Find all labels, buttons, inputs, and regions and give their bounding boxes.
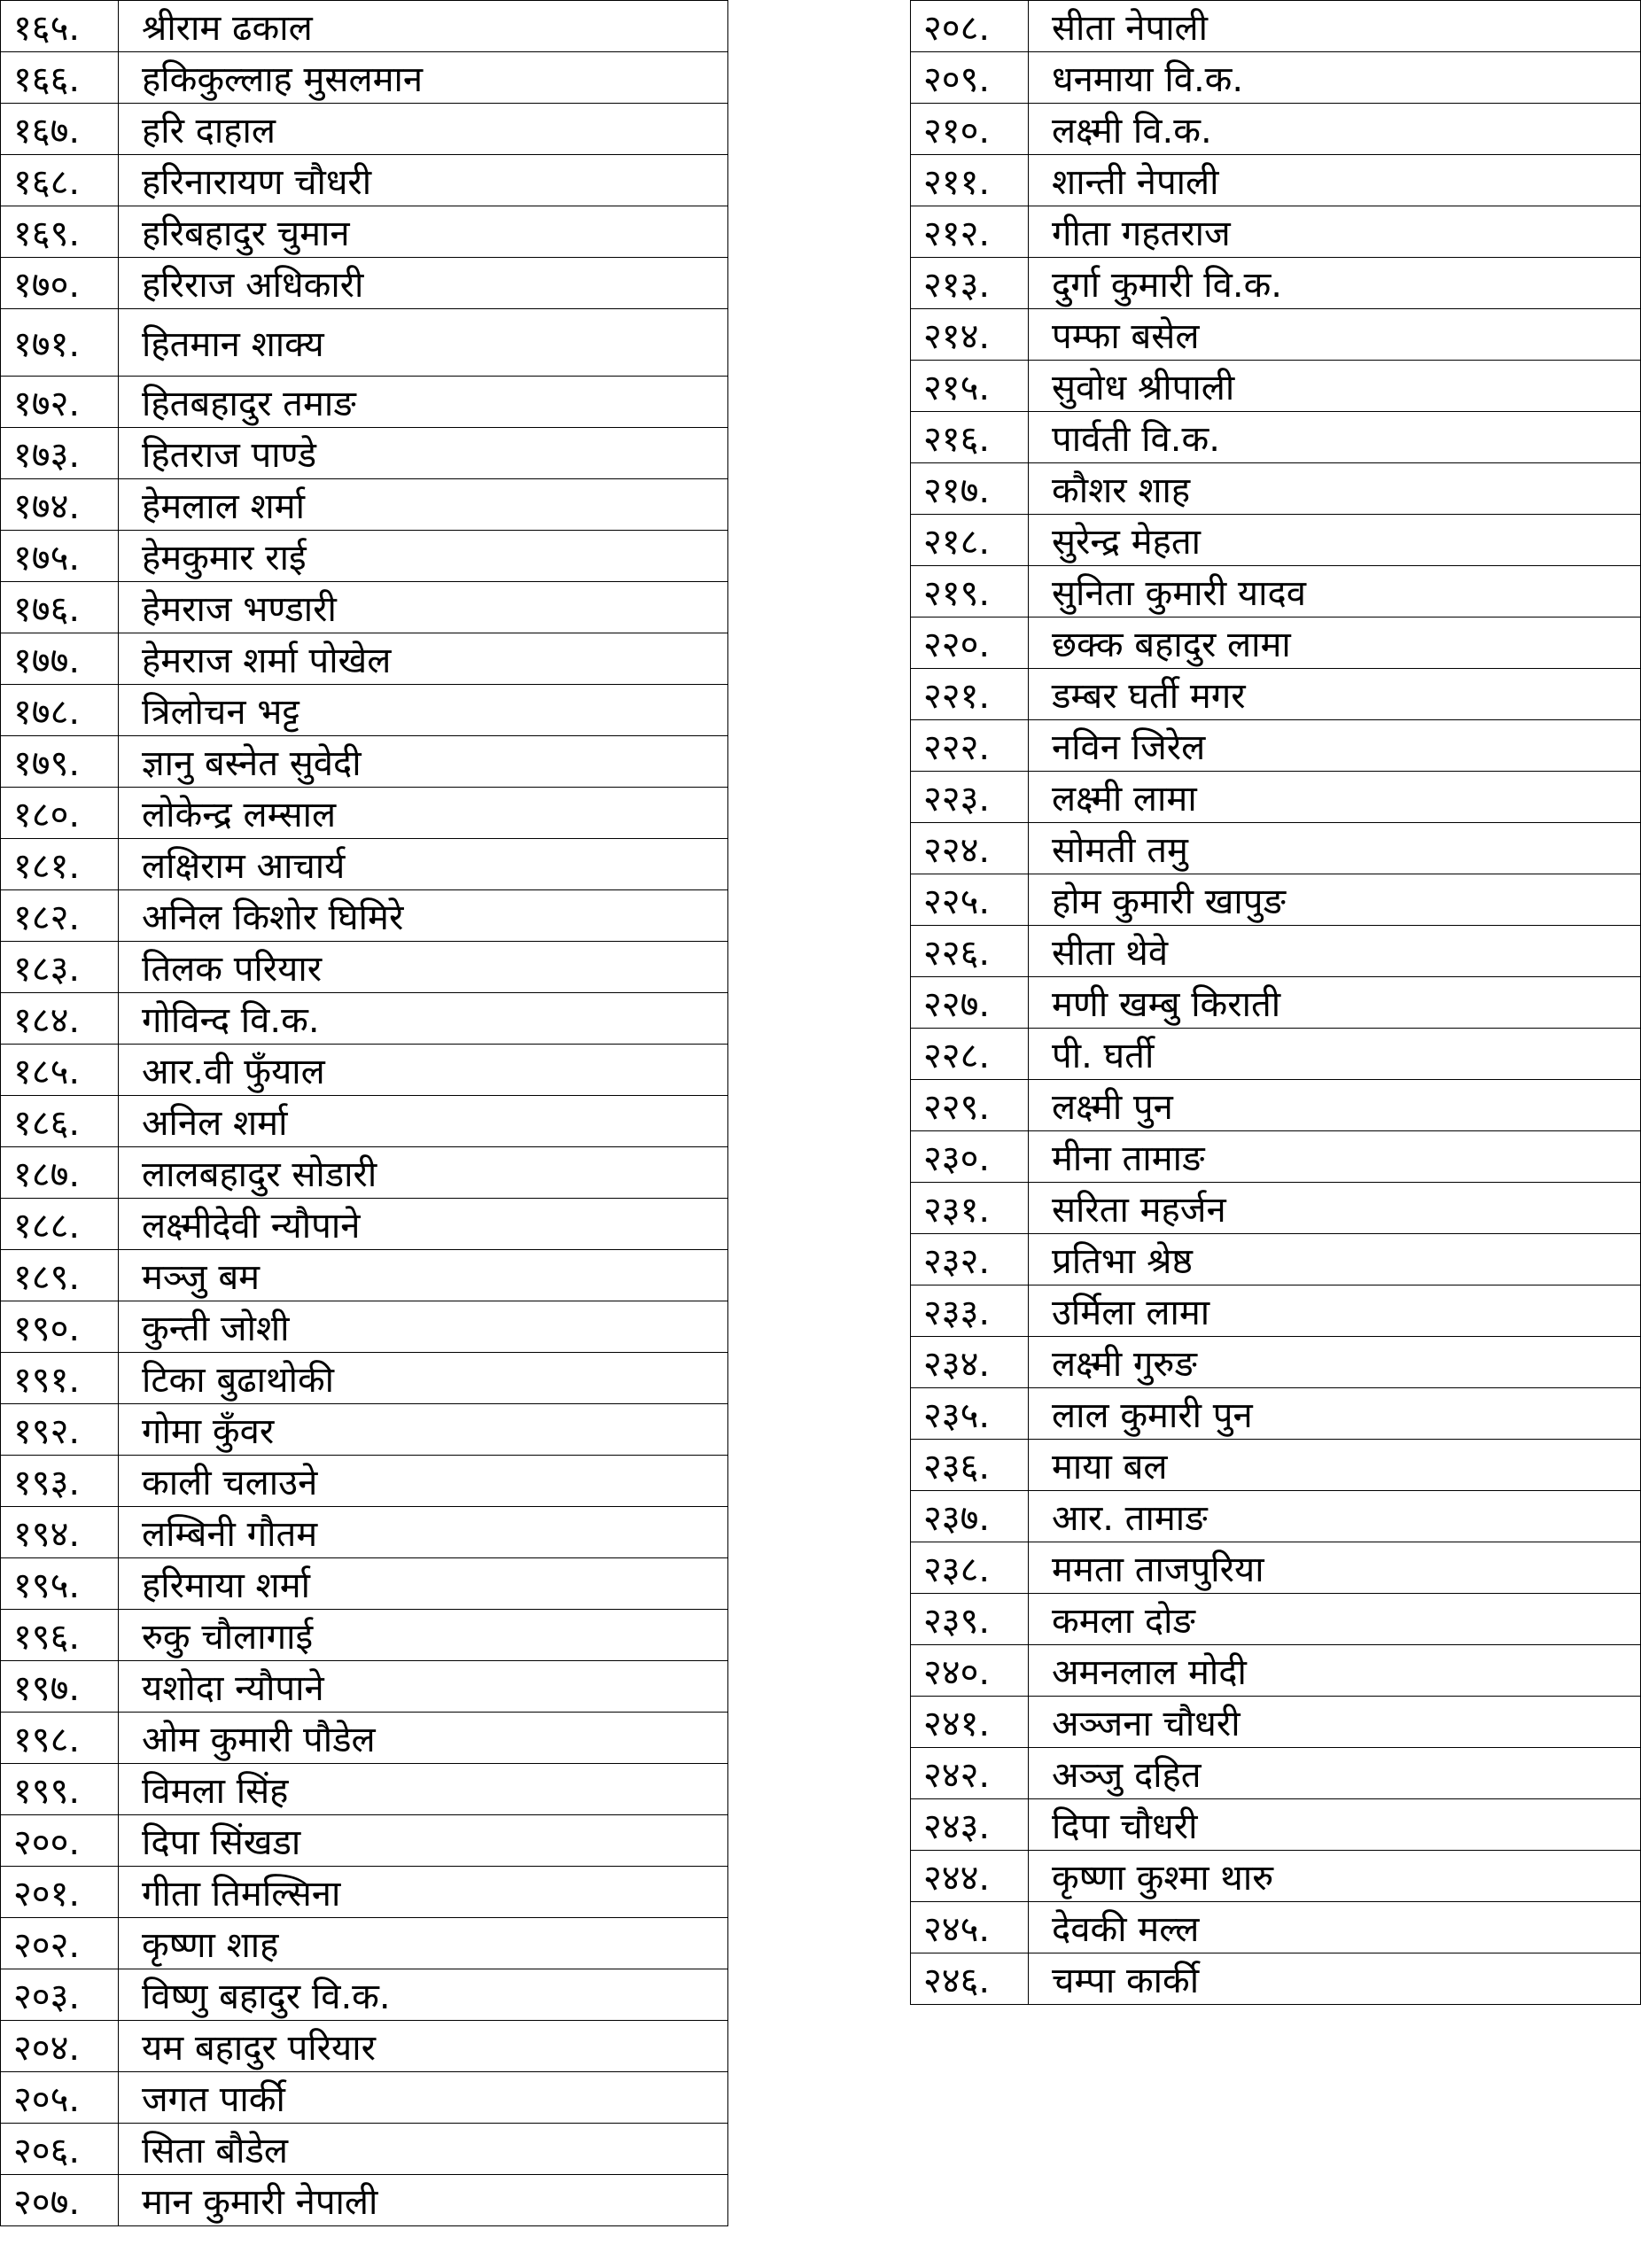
person-name: गीता गहतराज [1029,206,1641,258]
serial-number: २४१. [911,1697,1029,1748]
person-name: काली चलाउने [119,1456,728,1507]
table-row [1,1199,728,1250]
table-row [911,617,1641,669]
person-name: दुर्गा कुमारी वि.क. [1029,258,1641,309]
person-name: होम कुमारी खापुङ [1029,874,1641,926]
table-row [911,155,1641,206]
table-row [1,377,728,428]
person-name: कृष्णा शाह [119,1918,728,1969]
table-row [911,412,1641,463]
person-name: ममता ताजपुरिया [1029,1542,1641,1594]
person-name: गोविन्द वि.क. [119,993,728,1045]
person-name: विमला सिंह [119,1764,728,1815]
person-name: कमला दोङ [1029,1594,1641,1645]
serial-number: १८४. [1,993,119,1045]
serial-number: १७७. [1,633,119,685]
serial-number: १९३. [1,1456,119,1507]
table-row [1,1558,728,1610]
person-name: कृष्णा कुश्मा थारु [1029,1851,1641,1902]
serial-number: २१८. [911,515,1029,566]
serial-number: २४५. [911,1902,1029,1953]
person-name: हितमान शाक्य [119,309,728,377]
person-name: हरिमाया शर्मा [119,1558,728,1610]
person-name: शान्ती नेपाली [1029,155,1641,206]
table-row [1,52,728,104]
person-name: सीता थेवे [1029,926,1641,977]
serial-number: १८२. [1,890,119,942]
serial-number: २११. [911,155,1029,206]
person-name: सिता बौडेल [119,2124,728,2175]
serial-number: १७८. [1,685,119,736]
left-table-body [1,1,728,2226]
table-row [911,669,1641,720]
serial-number: २३३. [911,1285,1029,1337]
serial-number: २३२. [911,1234,1029,1285]
table-row [911,1491,1641,1542]
person-name: हकिकुल्लाह मुसलमान [119,52,728,104]
serial-number: २२५. [911,874,1029,926]
person-name: नविन जिरेल [1029,720,1641,772]
table-row [1,1301,728,1353]
person-name: अञ्जना चौधरी [1029,1697,1641,1748]
table-row [911,1799,1641,1851]
person-name: अमनलाल मोदी [1029,1645,1641,1697]
serial-number: १८७. [1,1147,119,1199]
serial-number: १७५. [1,531,119,582]
person-name: पी. घर्ती [1029,1029,1641,1080]
person-name: सुरेन्द्र मेहता [1029,515,1641,566]
table-row [911,309,1641,361]
person-name: आर. तामाङ [1029,1491,1641,1542]
person-name: रुकु चौलागाई [119,1610,728,1661]
person-name: लक्ष्मी पुन [1029,1080,1641,1131]
person-name: यशोदा न्यौपाने [119,1661,728,1713]
person-name: पार्वती वि.क. [1029,412,1641,463]
table-row [1,1610,728,1661]
person-name: ओम कुमारी पौडेल [119,1713,728,1764]
serial-number: २२४. [911,823,1029,874]
table-row [911,258,1641,309]
person-name: त्रिलोचन भट्ट [119,685,728,736]
table-row [1,1764,728,1815]
person-name: हेमलाल शर्मा [119,479,728,531]
serial-number: २३७. [911,1491,1029,1542]
serial-number: १८९. [1,1250,119,1301]
person-name: लक्षिराम आचार्य [119,839,728,890]
person-name: मान कुमारी नेपाली [119,2175,728,2226]
person-name: लक्ष्मी वि.क. [1029,104,1641,155]
person-name: चम्पा कार्की [1029,1953,1641,2005]
person-name: मञ्जु बम [119,1250,728,1301]
serial-number: १९०. [1,1301,119,1353]
table-row [911,1748,1641,1799]
serial-number: १८५. [1,1045,119,1096]
table-row [1,2124,728,2175]
serial-number: १८१. [1,839,119,890]
table-row [1,1507,728,1558]
person-name: प्रतिभा श्रेष्ठ [1029,1234,1641,1285]
person-name: सुवोध श्रीपाली [1029,361,1641,412]
serial-number: २१९. [911,566,1029,617]
serial-number: १६८. [1,155,119,206]
person-name: अञ्जु दहित [1029,1748,1641,1799]
person-name: लाल कुमारी पुन [1029,1388,1641,1440]
person-name: हितबहादुर तमाङ [119,377,728,428]
person-name: सरिता महर्जन [1029,1183,1641,1234]
serial-number: २३९. [911,1594,1029,1645]
serial-number: १७९. [1,736,119,788]
table-row [911,1337,1641,1388]
serial-number: १६९. [1,206,119,258]
table-row [1,1,728,52]
person-name: लक्ष्मी गुरुङ [1029,1337,1641,1388]
person-name: उर्मिला लामा [1029,1285,1641,1337]
table-row [911,823,1641,874]
table-row [911,361,1641,412]
serial-number: २३८. [911,1542,1029,1594]
table-row [1,582,728,633]
person-name: हरि दाहाल [119,104,728,155]
table-row [1,206,728,258]
table-row [911,1542,1641,1594]
table-row [911,1594,1641,1645]
serial-number: २२८. [911,1029,1029,1080]
person-name: लम्बिनी गौतम [119,1507,728,1558]
table-row [1,2175,728,2226]
table-row [1,1404,728,1456]
table-row [1,155,728,206]
serial-number: २०७. [1,2175,119,2226]
serial-number: २०५. [1,2072,119,2124]
person-name: हेमराज भण्डारी [119,582,728,633]
serial-number: १९९. [1,1764,119,1815]
table-row [911,463,1641,515]
serial-number: २४४. [911,1851,1029,1902]
serial-number: १८६. [1,1096,119,1147]
table-row [911,1697,1641,1748]
table-row [1,1353,728,1404]
table-row [1,1456,728,1507]
table-row [1,890,728,942]
person-name: आर.वी फुँयाल [119,1045,728,1096]
table-row [911,515,1641,566]
table-row [1,1969,728,2021]
table-row [1,258,728,309]
serial-number: २३६. [911,1440,1029,1491]
serial-number: २१७. [911,463,1029,515]
serial-number: २२२. [911,720,1029,772]
serial-number: २१४. [911,309,1029,361]
serial-number: २४३. [911,1799,1029,1851]
table-row [1,685,728,736]
table-row [911,1440,1641,1491]
table-row [1,1147,728,1199]
person-name: हरिराज अधिकारी [119,258,728,309]
person-name: श्रीराम ढकाल [119,1,728,52]
serial-number: २०६. [1,2124,119,2175]
table-row [911,1953,1641,2005]
serial-number: २३०. [911,1131,1029,1183]
table-row [1,942,728,993]
serial-number: १८०. [1,788,119,839]
person-name: लोकेन्द्र लम्साल [119,788,728,839]
table-row [911,1,1641,52]
table-row [911,720,1641,772]
person-name: जगत पार्की [119,2072,728,2124]
person-name: टिका बुढाथोकी [119,1353,728,1404]
person-name: पम्फा बसेल [1029,309,1641,361]
serial-number: १६७. [1,104,119,155]
table-row [1,1713,728,1764]
serial-number: १७०. [1,258,119,309]
serial-number: १७६. [1,582,119,633]
table-row [911,104,1641,155]
table-row [1,2021,728,2072]
serial-number: १९१. [1,1353,119,1404]
serial-number: १९५. [1,1558,119,1610]
person-name: दिपा चौधरी [1029,1799,1641,1851]
serial-number: २४२. [911,1748,1029,1799]
serial-number: २१३. [911,258,1029,309]
serial-number: १९७. [1,1661,119,1713]
table-row [1,309,728,377]
person-name: तिलक परियार [119,942,728,993]
table-row [911,1902,1641,1953]
table-row [1,1661,728,1713]
table-row [1,1096,728,1147]
serial-number: १६६. [1,52,119,104]
serial-number: २०४. [1,2021,119,2072]
serial-number: १९४. [1,1507,119,1558]
right-name-table [910,0,1641,2005]
serial-number: २२७. [911,977,1029,1029]
serial-number: १७२. [1,377,119,428]
serial-number: १९८. [1,1713,119,1764]
serial-number: २३५. [911,1388,1029,1440]
person-name: गोमा कुँवर [119,1404,728,1456]
table-row [1,104,728,155]
table-row [1,1867,728,1918]
table-row [1,736,728,788]
serial-number: २३४. [911,1337,1029,1388]
person-name: लालबहादुर सोडारी [119,1147,728,1199]
table-row [1,2072,728,2124]
person-name: हरिनारायण चौधरी [119,155,728,206]
person-name: मीना तामाङ [1029,1131,1641,1183]
person-name: माया बल [1029,1440,1641,1491]
serial-number: २१५. [911,361,1029,412]
serial-number: २१६. [911,412,1029,463]
person-name: अनिल किशोर घिमिरे [119,890,728,942]
person-name: लक्ष्मी लामा [1029,772,1641,823]
person-name: हेमकुमार राई [119,531,728,582]
serial-number: २२१. [911,669,1029,720]
table-row [911,1645,1641,1697]
serial-number: २२९. [911,1080,1029,1131]
serial-number: २१०. [911,104,1029,155]
table-row [911,52,1641,104]
serial-number: १८३. [1,942,119,993]
person-name: अनिल शर्मा [119,1096,728,1147]
person-name: गीता तिमल्सिना [119,1867,728,1918]
serial-number: २३१. [911,1183,1029,1234]
person-name: सोमती तमु [1029,823,1641,874]
serial-number: २०९. [911,52,1029,104]
table-row [911,977,1641,1029]
table-row [1,1918,728,1969]
table-row [911,1080,1641,1131]
serial-number: २०८. [911,1,1029,52]
serial-number: २०२. [1,1918,119,1969]
table-row [1,1045,728,1096]
serial-number: १६५. [1,1,119,52]
serial-number: २००. [1,1815,119,1867]
table-row [1,839,728,890]
table-row [911,1234,1641,1285]
serial-number: १८८. [1,1199,119,1250]
serial-number: २२०. [911,617,1029,669]
right-table-body [911,1,1641,2005]
person-name: ज्ञानु बस्नेत सुवेदी [119,736,728,788]
person-name: कुन्ती जोशी [119,1301,728,1353]
serial-number: २४०. [911,1645,1029,1697]
serial-number: १९२. [1,1404,119,1456]
table-row [911,206,1641,258]
serial-number: १७३. [1,428,119,479]
table-row [911,1131,1641,1183]
table-row [1,788,728,839]
serial-number: २२३. [911,772,1029,823]
serial-number: २२६. [911,926,1029,977]
table-row [911,1183,1641,1234]
person-name: यम बहादुर परियार [119,2021,728,2072]
serial-number: १७१. [1,309,119,377]
serial-number: १७४. [1,479,119,531]
table-row [911,1851,1641,1902]
serial-number: २०३. [1,1969,119,2021]
table-row [1,993,728,1045]
serial-number: २४६. [911,1953,1029,2005]
person-name: सुनिता कुमारी यादव [1029,566,1641,617]
person-name: लक्ष्मीदेवी न्यौपाने [119,1199,728,1250]
table-row [911,772,1641,823]
person-name: छक्क बहादुर लामा [1029,617,1641,669]
table-row [911,874,1641,926]
table-row [1,479,728,531]
table-row [911,1388,1641,1440]
person-name: सीता नेपाली [1029,1,1641,52]
table-row [911,1285,1641,1337]
serial-number: १९६. [1,1610,119,1661]
person-name: धनमाया वि.क. [1029,52,1641,104]
person-name: हितराज पाण्डे [119,428,728,479]
person-name: दिपा सिंखडा [119,1815,728,1867]
person-name: विष्णु बहादुर वि.क. [119,1969,728,2021]
person-name: हेमराज शर्मा पोखेल [119,633,728,685]
table-row [1,1250,728,1301]
serial-number: २०१. [1,1867,119,1918]
person-name: कौशर शाह [1029,463,1641,515]
table-row [1,531,728,582]
table-row [911,1029,1641,1080]
table-row [1,633,728,685]
person-name: मणी खम्बु किराती [1029,977,1641,1029]
table-row [911,566,1641,617]
table-row [1,1815,728,1867]
table-row [911,926,1641,977]
table-row [1,428,728,479]
person-name: हरिबहादुर चुमान [119,206,728,258]
serial-number: २१२. [911,206,1029,258]
person-name: देवकी मल्ल [1029,1902,1641,1953]
person-name: डम्बर घर्ती मगर [1029,669,1641,720]
left-name-table [0,0,728,2226]
